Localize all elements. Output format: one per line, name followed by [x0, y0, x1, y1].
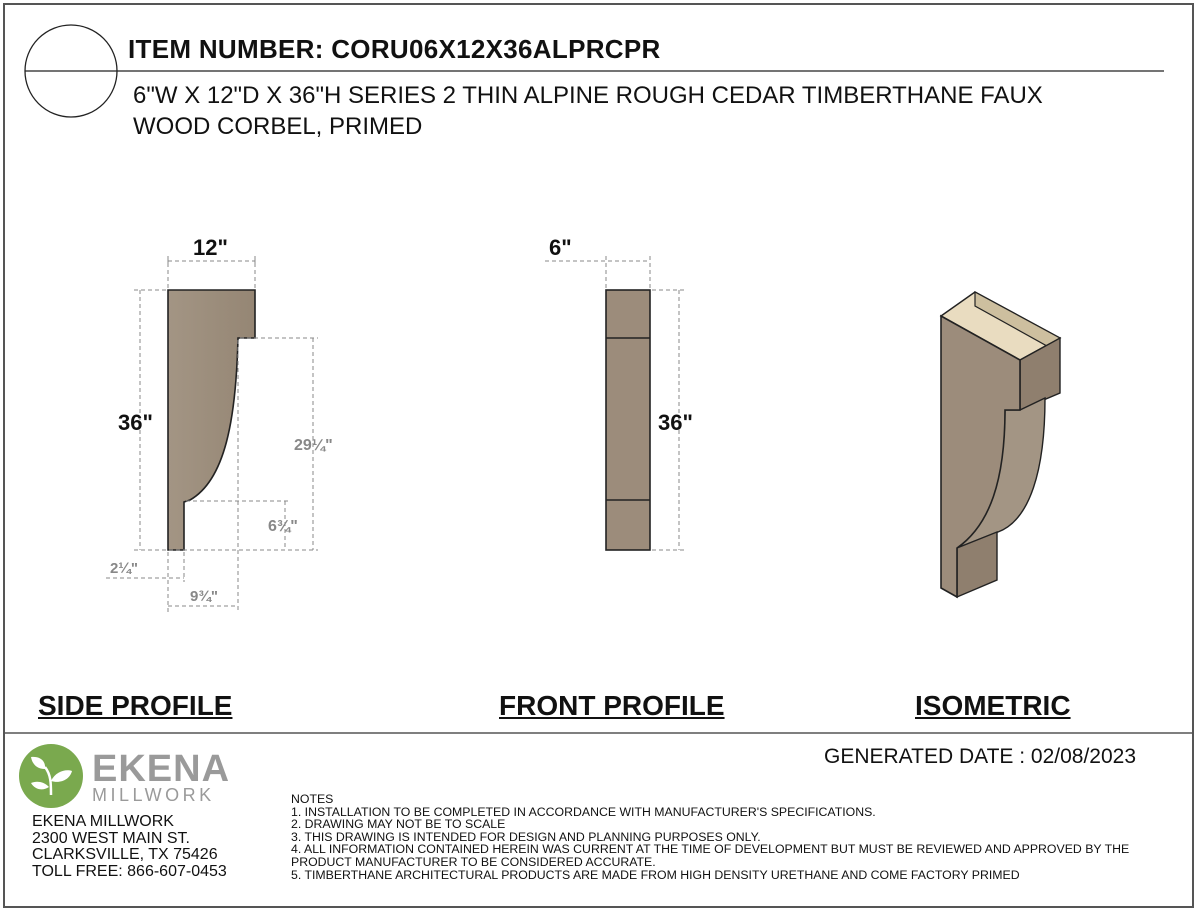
isometric-label: ISOMETRIC — [915, 690, 1071, 721]
side-dim-depth: 12" — [193, 235, 228, 260]
front-dim-height: 36" — [658, 410, 693, 435]
side-profile-label: SIDE PROFILE — [38, 690, 233, 721]
company-name: EKENA MILLWORK — [32, 813, 174, 830]
notes-title: NOTES — [291, 792, 334, 806]
front-profile-label: FRONT PROFILE — [499, 690, 725, 721]
company-street: 2300 WEST MAIN ST. — [32, 829, 190, 847]
side-dim-foot-height: 6¾" — [268, 518, 298, 535]
note-1: 1. INSTALLATION TO BE COMPLETED IN ACCORDANCE WITH MANUFACTURER'S SPECIFICATIONS. — [291, 804, 876, 819]
generated-date: GENERATED DATE : 02/08/2023 — [824, 745, 1137, 768]
side-dim-scroll-height: 29¼" — [294, 437, 333, 454]
logo-name: EKENA — [92, 748, 231, 790]
company-city: CLARKSVILLE, TX 75426 — [32, 846, 218, 863]
note-3: 3. THIS DRAWING IS INTENDED FOR DESIGN AND PLANNING PURPOSES ONLY. — [291, 829, 761, 844]
item-description: 6"W X 12"D X 36"H SERIES 2 THIN ALPINE ROUGH CEDAR TIMBERTHANE FAUX WOOD CORBEL, PRIMED — [133, 82, 1043, 140]
notes-block — [291, 793, 1181, 881]
side-dim-height: 36" — [118, 410, 153, 435]
note-5: 5. TIMBERTHANE ARCHITECTURAL PRODUCTS ARE MADE FROM HIGH DENSITY URETHANE AND COME FACTORY PRIMED — [291, 867, 1020, 882]
logo-subtitle: MILLWORK — [92, 785, 215, 805]
item-number: ITEM NUMBER: CORU06X12X36ALPRCPR — [128, 34, 661, 64]
company-phone: TOLL FREE: 866-607-0453 — [32, 862, 227, 880]
note-4: 4. ALL INFORMATION CONTAINED HEREIN WAS CURRENT AT THE TIME OF DEVELOPMENT BUT MUST BE REVIEWED AND APPROVED BY THE PRODUCT MANUFACTURER TO BE CONSIDERED ACCURATE. — [291, 842, 1130, 869]
front-dim-width: 6" — [549, 235, 572, 260]
side-dim-scroll-depth: 9¾" — [190, 588, 218, 605]
side-dim-foot-width: 2¼" — [110, 560, 138, 577]
leaf-logo-icon — [18, 743, 86, 811]
company-address — [32, 814, 227, 880]
note-2: 2. DRAWING MAY NOT BE TO SCALE — [291, 817, 506, 832]
